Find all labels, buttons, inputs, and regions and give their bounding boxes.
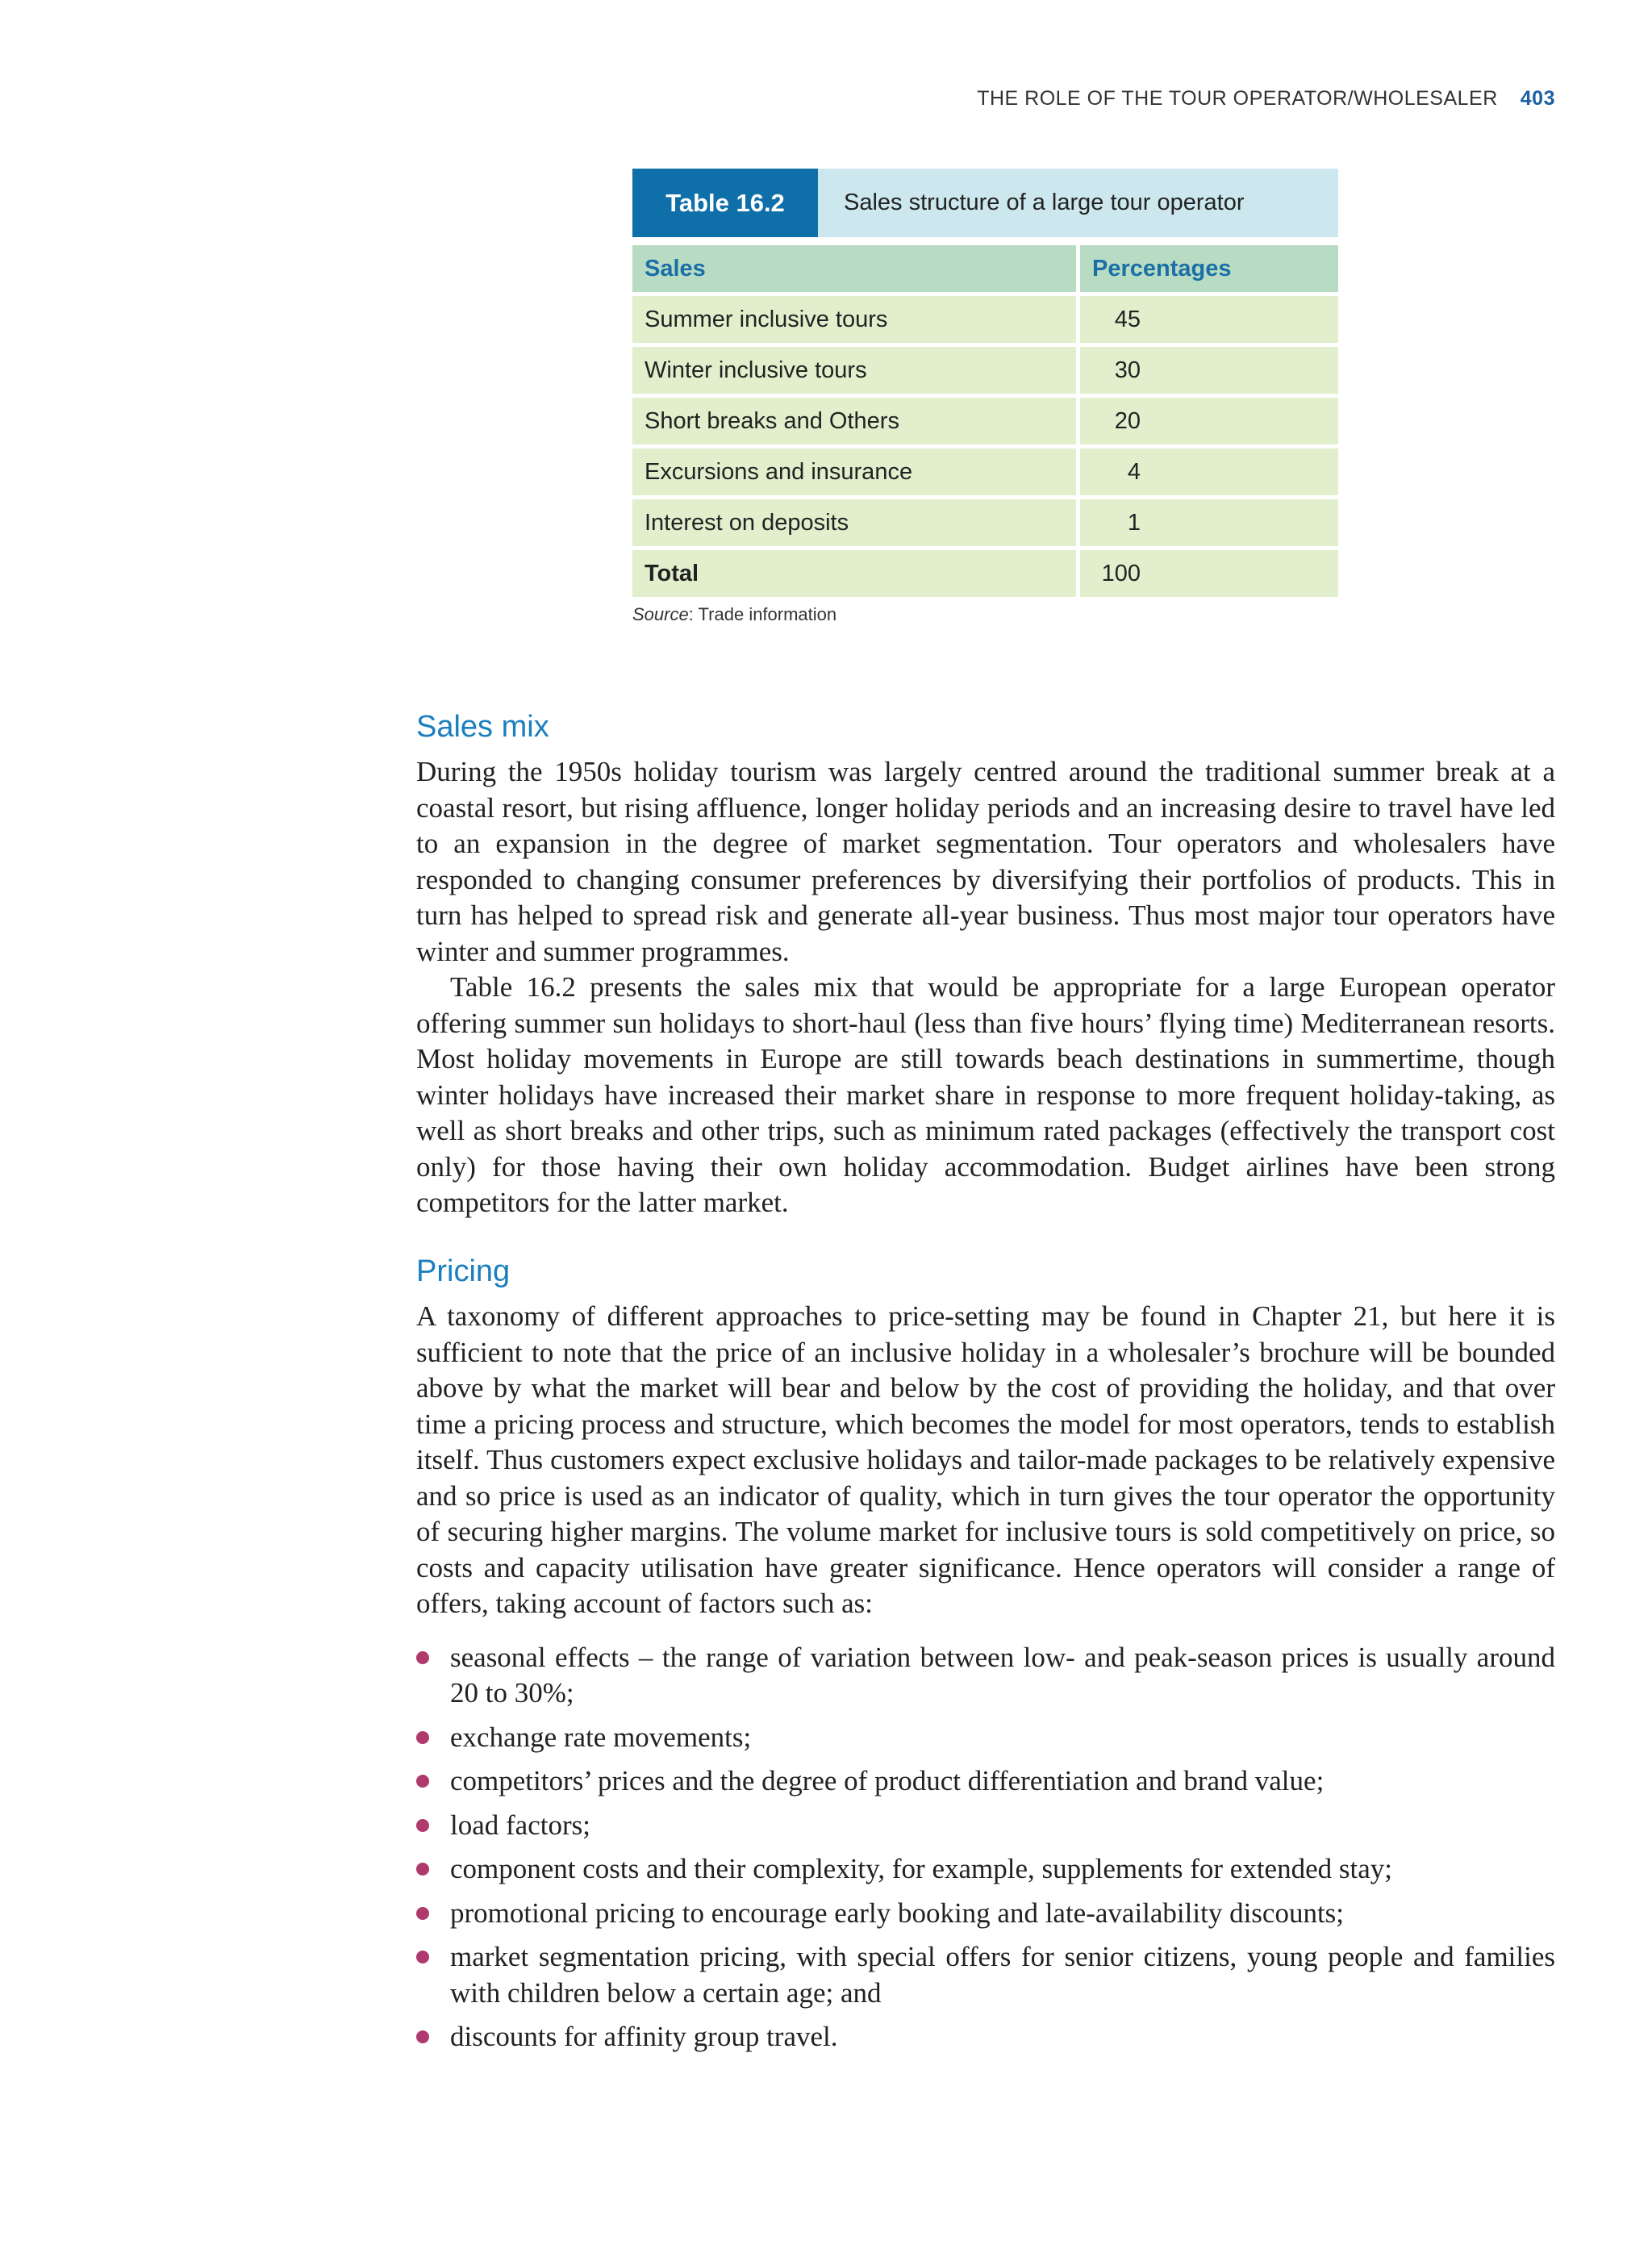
table-body [632,241,1338,601]
row-label: Excursions and insurance [632,449,1080,495]
bullet-icon [416,1775,429,1788]
table-row [632,347,1338,394]
section-sales-mix [416,710,1555,1221]
pricing-paragraph-1: A taxonomy of different approaches to price-setting may be found in Chapter 21, but here it is sufficient to note that the price of an inclusive holiday in a wholesaler’s brochure will be bounded above by what the market will bear and below by the cost of providing the holiday, and that over time a pricing process and structure, which becomes the model for most operators, tends to establish itself. Thus customers expect exclusive holidays and tailor-made packages to be relatively expensive and so price is used as an indicator of quality, which in turn gives the tour operator the opportunity of securing higher margins. The volume market for inclusive tours is sold competitively on price, so costs and capacity utilisation have greater significance. Hence operators will consider a range of offers, taking account of factors such as: [416,1300,1555,1619]
sales-mix-paragraph-2: Table 16.2 presents the sales mix that would be appropriate for a large European operator offering summer sun holidays to short-haul (less than five hours’ flying time) Mediterranean resorts. Most holiday movements in Europe are still towards beach destinations in summertime, though winter holidays have increased their market share in response to more frequent holiday-taking, as well as short breaks and other trips, such as minimum rated packages (effectively the transport cost only) for those having their own holiday accommodation. Budget airlines have been strong competitors for the latter market. [416,971,1555,1218]
list-item: seasonal effects – the range of variation between low- and peak-season prices is usually around 20 to 30%; [416,1640,1555,1712]
row-label: Interest on deposits [632,499,1080,546]
row-value: 4 [1127,458,1141,485]
bullet-icon [416,1651,429,1664]
list-item: competitors’ prices and the degree of product differentiation and brand value; [416,1763,1555,1800]
bullet-icon [416,1819,429,1832]
bullet-icon [416,2030,429,2043]
bullet-icon [416,1731,429,1744]
row-label: Short breaks and Others [632,398,1080,444]
page-number: 403 [1520,87,1555,110]
sales-mix-paragraph-1: During the 1950s holiday tourism was largely centred around the traditional summer break at a coastal resort, but rising affluence, longer holiday periods and an increasing desire to travel have led to an expansion in the degree of market segmentation. Tour operators and wholesalers have responded to changing consumer preferences by diversifying their portfolios of products. This in turn has helped to spread risk and generate all-year business. Thus most major tour operators have winter and summer programmes. [416,756,1555,967]
row-label: Winter inclusive tours [632,347,1080,394]
bullet-icon [416,1951,429,1963]
bullet-icon [416,1907,429,1920]
row-value: 30 [1114,357,1141,383]
table-row [632,449,1338,495]
source-label: Source [632,604,689,624]
running-head-title: THE ROLE OF THE TOUR OPERATOR/WHOLESALER [977,87,1498,110]
list-item: market segmentation pricing, with special offers for senior citizens, young people and families with children below a certain age; and [416,1939,1555,2011]
table-title: Sales structure of a large tour operator [818,169,1338,237]
table-header-row [632,245,1338,292]
source-text: : Trade information [688,604,837,624]
section-pricing [416,1254,1555,2063]
row-value: 20 [1114,407,1141,434]
table-total-row [632,550,1338,597]
table-caption [632,169,1338,237]
sales-structure-table [632,169,1338,625]
list-item: promotional pricing to encourage early booking and late-availability discounts; [416,1896,1555,1932]
table-number: Table 16.2 [632,169,818,237]
total-label: Total [632,550,1080,597]
bullet-icon [416,1863,429,1876]
header-sales: Sales [632,245,1080,292]
table-row [632,499,1338,546]
running-head [977,87,1555,111]
heading-sales-mix: Sales mix [416,710,549,744]
total-value: 100 [1101,560,1141,586]
pricing-factors-list [416,1640,1555,2055]
row-label: Summer inclusive tours [632,296,1080,343]
list-item: discounts for affinity group travel. [416,2019,1555,2055]
heading-pricing: Pricing [416,1254,511,1288]
list-item: component costs and their complexity, for example, supplements for extended stay; [416,1851,1555,1888]
row-value: 45 [1114,306,1141,332]
list-item: exchange rate movements; [416,1720,1555,1756]
table-row [632,398,1338,444]
list-item: load factors; [416,1808,1555,1844]
table-source [632,604,1338,625]
row-value: 1 [1127,509,1141,536]
header-percentages: Percentages [1080,245,1338,292]
table-row [632,296,1338,343]
